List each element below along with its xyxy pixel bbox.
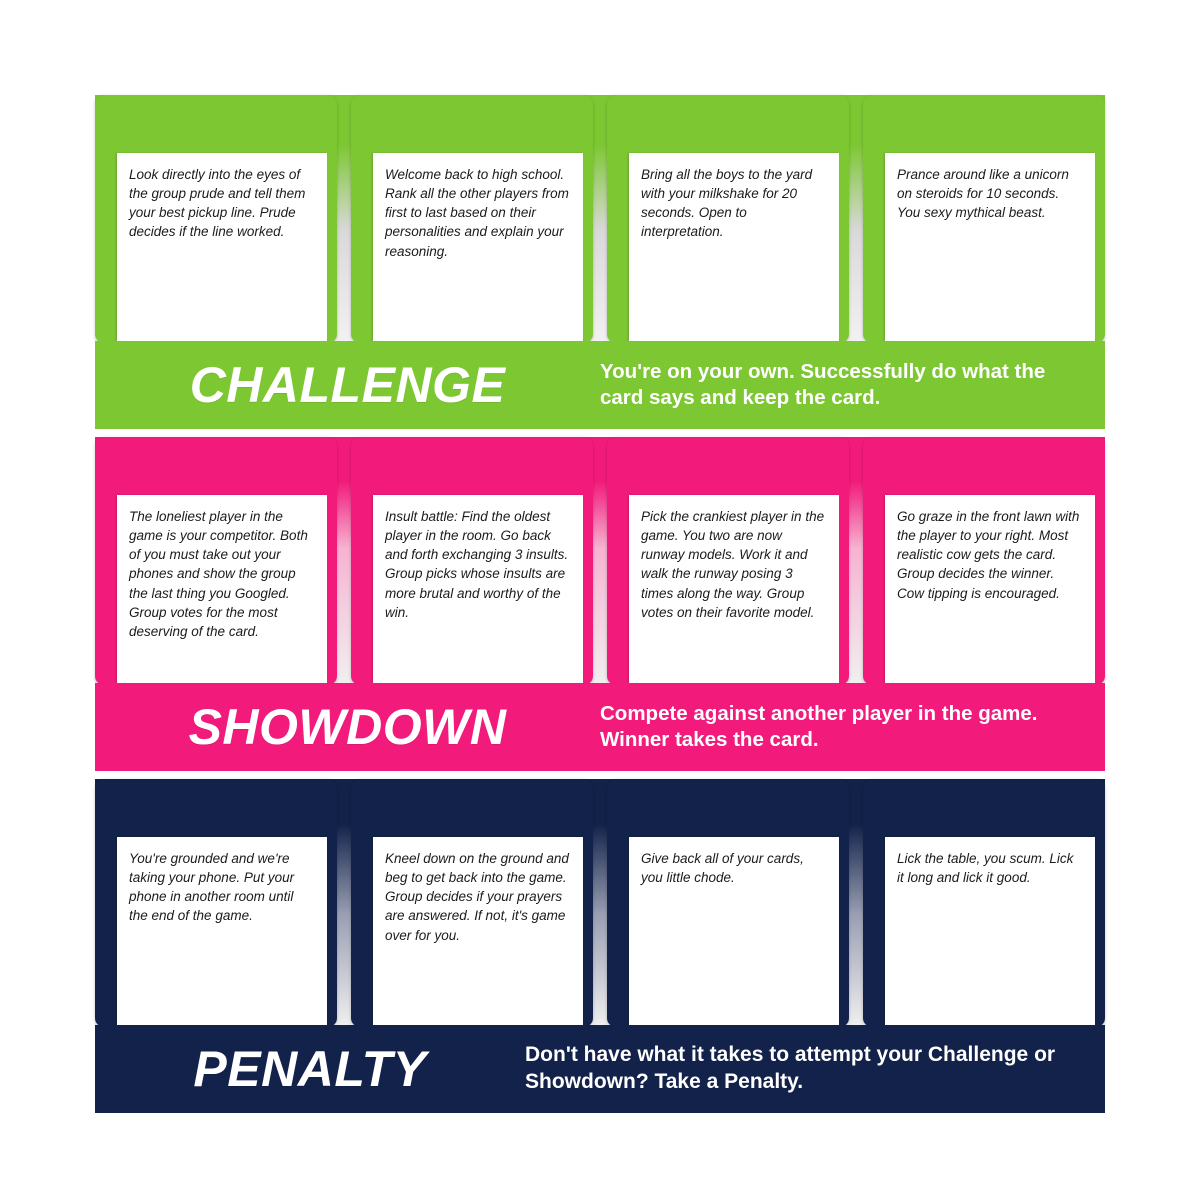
- showdown-band: [95, 683, 1105, 771]
- showdown-card[interactable]: [607, 437, 849, 685]
- card-game-board: [95, 95, 1105, 1105]
- showdown-card[interactable]: [863, 437, 1105, 685]
- card-text: Look directly into the eyes of the group prude and tell them your best pickup line. Prude decides if the line worked.: [117, 153, 327, 343]
- challenge-card[interactable]: [351, 95, 593, 343]
- penalty-title: PENALTY: [193, 1041, 427, 1097]
- penalty-description: Don't have what it takes to attempt your Challenge or Showdown? Take a Penalty.: [525, 1043, 1056, 1093]
- showdown-card[interactable]: [95, 437, 337, 685]
- challenge-title: CHALLENGE: [189, 357, 506, 413]
- challenge-card[interactable]: [95, 95, 337, 343]
- showdown-title: SHOWDOWN: [188, 699, 507, 755]
- card-text: Kneel down on the ground and beg to get back into the game. Group decides if your prayers are answered. If not, it's game over for you.: [373, 837, 583, 1027]
- card-text: The loneliest player in the game is your competitor. Both of you must take out your phones and show the group the last thing you Googled. Group votes for the most deserving of the card.: [117, 495, 327, 685]
- challenge-description: You're on your own. Successfully do what the card says and keep the card.: [600, 359, 1046, 409]
- challenge-card-row: [95, 95, 1105, 343]
- penalty-card[interactable]: [351, 779, 593, 1027]
- challenge-card[interactable]: [607, 95, 849, 343]
- penalty-card-row: [95, 779, 1105, 1027]
- card-text: Bring all the boys to the yard with your milkshake for 20 seconds. Open to interpretation.: [629, 153, 839, 343]
- card-text: Lick the table, you scum. Lick it long and lick it good.: [885, 837, 1095, 1027]
- card-text: Insult battle: Find the oldest player in the room. Go back and forth exchanging 3 insults. Group picks whose insults are more brutal and worthy of the win.: [373, 495, 583, 685]
- card-text: Pick the crankiest player in the game. You two are now runway models. Work it and walk the runway posing 3 times along the way. Group votes on their favorite model.: [629, 495, 839, 685]
- section-showdown: [95, 437, 1105, 771]
- card-text: Go graze in the front lawn with the player to your right. Most realistic cow gets the card. Group decides the winner. Cow tipping is encouraged.: [885, 495, 1095, 685]
- card-text: Prance around like a unicorn on steroids for 10 seconds. You sexy mythical beast.: [885, 153, 1095, 343]
- section-penalty: [95, 779, 1105, 1113]
- penalty-card[interactable]: [95, 779, 337, 1027]
- showdown-card-row: [95, 437, 1105, 685]
- challenge-card[interactable]: [863, 95, 1105, 343]
- penalty-card[interactable]: [863, 779, 1105, 1027]
- card-text: Welcome back to high school. Rank all the other players from first to last based on their personalities and explain your reasoning.: [373, 153, 583, 343]
- penalty-band: [95, 1025, 1105, 1113]
- challenge-band: [95, 341, 1105, 429]
- card-text: Give back all of your cards, you little chode.: [629, 837, 839, 1027]
- showdown-card[interactable]: [351, 437, 593, 685]
- showdown-description: Compete against another player in the game. Winner takes the card.: [600, 701, 1038, 751]
- penalty-card[interactable]: [607, 779, 849, 1027]
- section-challenge: [95, 95, 1105, 429]
- card-text: You're grounded and we're taking your phone. Put your phone in another room until the end of the game.: [117, 837, 327, 1027]
